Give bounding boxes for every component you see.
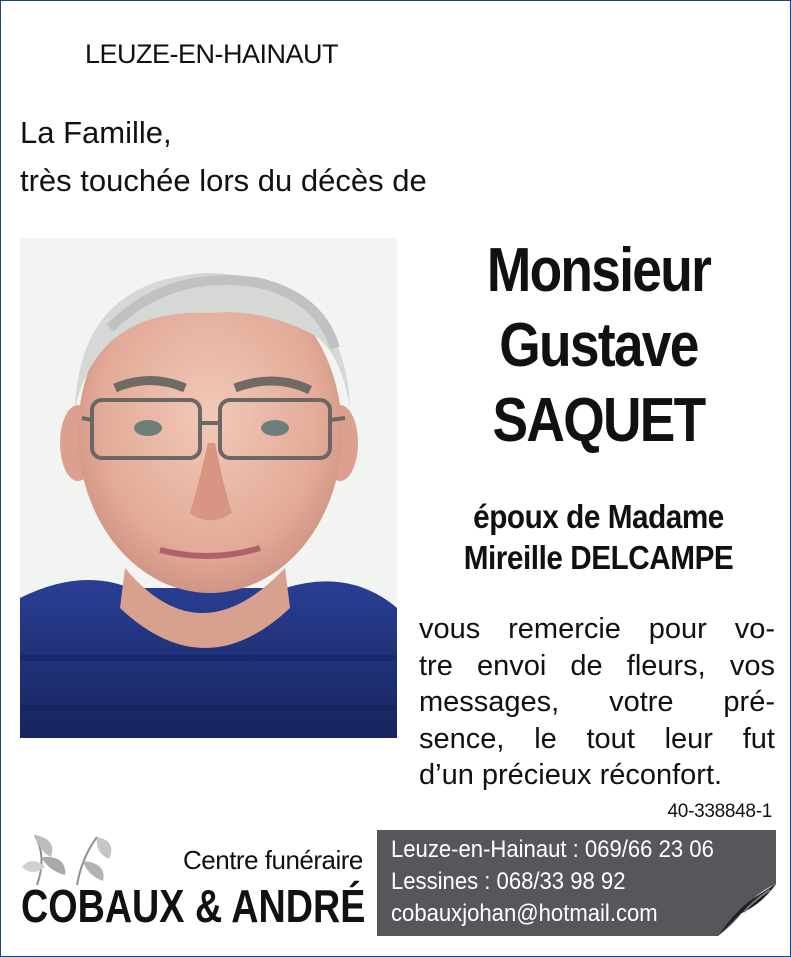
spouse-info: [439, 496, 759, 578]
contact-phone-leuze: Leuze-en-Hainaut : 069/66 23 06: [391, 836, 714, 863]
thanks-word: sence,: [419, 722, 505, 755]
location-heading: LEUZE-EN-HAINAUT: [85, 39, 339, 69]
deceased-first-name: Gustave: [499, 311, 698, 380]
thanks-message: [419, 611, 775, 794]
thanks-word: pour: [648, 613, 707, 645]
thanks-word: remercie: [508, 613, 621, 645]
deceased-name: [446, 233, 751, 458]
thanks-word: leur: [664, 722, 713, 755]
thanks-word: vos: [729, 649, 775, 682]
thanks-word: tre: [419, 649, 453, 682]
thanks-word: fleurs,: [626, 649, 706, 682]
thanks-word: fut: [742, 722, 775, 755]
contact-phone-lessines: Lessines : 068/33 98 92: [391, 868, 626, 895]
thanks-line: [419, 684, 775, 721]
funeral-home-name: COBAUX & ANDRÉ: [21, 880, 366, 932]
spouse-line-1: époux de Madame: [473, 498, 724, 535]
deceased-last-name: SAQUET: [492, 386, 705, 455]
thanks-word: de: [570, 649, 603, 682]
thanks-word: le: [534, 722, 557, 755]
page-curl-icon: [714, 880, 776, 936]
portrait-illustration: [20, 238, 397, 738]
thanks-word: réconfort.: [599, 759, 723, 791]
funeral-home-label: Centre funéraire: [183, 845, 363, 875]
thanks-line: [419, 721, 775, 758]
intro-line-1: La Famille,: [20, 115, 172, 150]
portrait-photo: [20, 238, 397, 738]
thanks-word: pré-: [723, 686, 775, 718]
intro-line-2: très touchée lors du décès de: [20, 163, 427, 198]
thanks-word: envoi: [476, 649, 547, 682]
reference-number: 40-338848-1: [667, 801, 772, 822]
contact-box: [377, 830, 776, 936]
thanks-word: d’un: [419, 759, 474, 791]
intro-text: [20, 109, 427, 205]
thanks-line: [419, 648, 775, 685]
deceased-title: Monsieur: [486, 236, 711, 305]
thanks-word: messages,: [419, 686, 560, 718]
contact-email: cobauxjohan@hotmail.com: [391, 900, 658, 927]
thanks-line: [419, 611, 775, 648]
spouse-line-2: Mireille DELCAMPE: [463, 539, 734, 576]
plant-logo-icon: [17, 827, 127, 887]
thanks-word: votre: [609, 686, 674, 718]
thanks-word: tout: [586, 722, 635, 755]
thanks-word: précieux: [481, 759, 592, 791]
thanks-word: vous: [419, 613, 481, 645]
thanks-word: vo-: [734, 613, 775, 645]
thanks-line: [419, 757, 775, 794]
